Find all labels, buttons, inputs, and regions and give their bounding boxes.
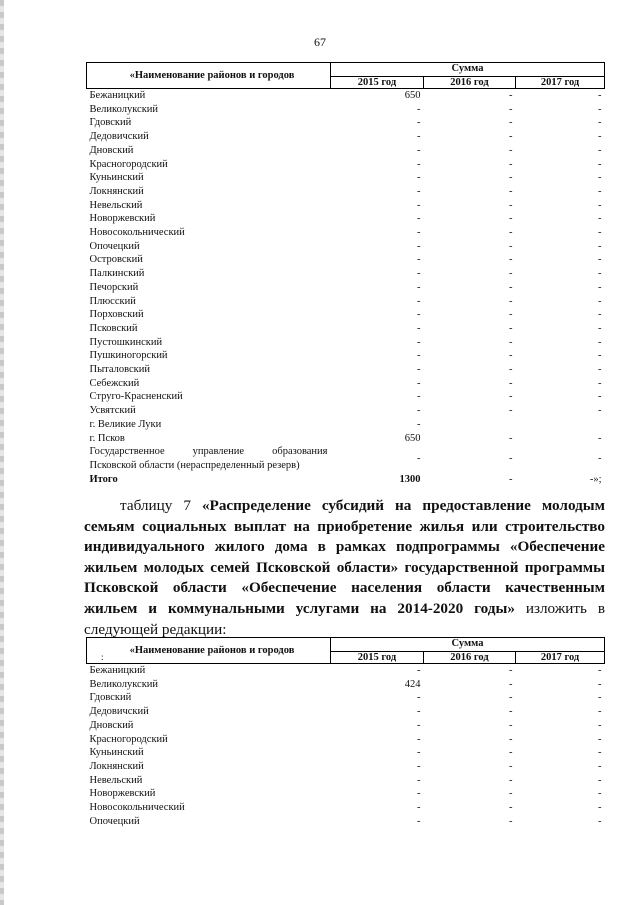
value-2016: - <box>509 815 513 827</box>
value-2016: - <box>509 802 513 814</box>
page-number: 67 <box>314 35 326 49</box>
value-2017: - <box>598 802 602 814</box>
table-row <box>87 253 605 267</box>
table-row <box>87 678 605 692</box>
district-name: Новосокольнический <box>89 802 185 814</box>
district-name: г. Великие Луки <box>89 418 162 430</box>
value-2017: - <box>598 760 602 772</box>
total-label: Итого <box>89 473 118 485</box>
value-2016: - <box>509 158 513 170</box>
value-2016: - <box>509 281 513 293</box>
table-row <box>87 746 605 760</box>
district-name: Порховский <box>89 309 144 321</box>
district-name: Новоржевский <box>89 213 156 225</box>
subsidy-table-1 <box>86 62 605 486</box>
column-header-name: «Наименование районов и городов <box>87 638 331 664</box>
value-2015: - <box>417 706 421 718</box>
table-row <box>87 212 605 226</box>
value-2016: - <box>509 364 513 376</box>
value-2015: - <box>417 692 421 704</box>
district-name: Невельский <box>89 774 143 786</box>
value-2016: - <box>509 103 513 115</box>
table-row <box>87 664 605 678</box>
table-row <box>87 760 605 774</box>
district-name: Дедовичский <box>89 706 149 718</box>
district-name: Плюсский <box>89 295 136 307</box>
value-2015: - <box>417 268 421 280</box>
value-2015: - <box>417 240 421 252</box>
table-row <box>87 130 605 144</box>
value-2017: - <box>598 103 602 115</box>
table-row <box>87 281 605 295</box>
value-2017 <box>516 418 605 432</box>
table-row <box>87 719 605 733</box>
value-2015: 424 <box>404 678 421 690</box>
district-name: Опочецкий <box>89 240 140 252</box>
column-header-sum: Сумма <box>331 638 605 652</box>
district-name: Великолукский <box>89 678 159 690</box>
value-2017: - <box>598 678 602 690</box>
reserve-name-line2: Псковской области (нераспределенный резерв) <box>89 459 300 471</box>
value-2015: 650 <box>404 432 421 444</box>
table-row <box>87 185 605 199</box>
scan-tick-mark: : <box>101 652 104 662</box>
value-2015: - <box>417 350 421 362</box>
table-row <box>87 733 605 747</box>
value-2017: - <box>598 788 602 800</box>
paragraph-tail: изложить в следующей редакции: <box>84 599 605 638</box>
district-name: Себежский <box>89 377 140 389</box>
district-name: Бежаницкий <box>89 665 146 676</box>
value-2016: - <box>509 432 513 444</box>
column-header-2015: 2015 год <box>331 76 424 88</box>
table-row <box>87 349 605 363</box>
value-2017: - <box>598 815 602 827</box>
subsidy-table-2 <box>86 637 605 828</box>
value-2016: - <box>509 131 513 143</box>
table-row <box>87 705 605 719</box>
value-2015: - <box>417 213 421 225</box>
value-2017: - <box>598 172 602 184</box>
column-header-sum: Сумма <box>331 63 605 77</box>
value-2016: - <box>509 706 513 718</box>
value-2016: - <box>509 254 513 266</box>
table-row <box>87 377 605 391</box>
column-header-2017: 2017 год <box>516 651 605 663</box>
value-2015: - <box>417 117 421 129</box>
value-2016: - <box>509 405 513 417</box>
value-2015: - <box>417 377 421 389</box>
value-2017: - <box>598 405 602 417</box>
table-row <box>87 240 605 254</box>
value-2015: - <box>417 295 421 307</box>
reserve-value-2015: - <box>417 453 421 465</box>
value-2016: - <box>509 172 513 184</box>
value-2017: - <box>598 747 602 759</box>
district-name: Красногородский <box>89 733 168 745</box>
reserve-name-cell <box>87 445 331 472</box>
value-2017: - <box>598 281 602 293</box>
value-2017: - <box>598 377 602 389</box>
value-2015: - <box>417 199 421 211</box>
value-2015: - <box>417 733 421 745</box>
district-name: Новосокольнический <box>89 227 185 239</box>
table-row <box>87 103 605 117</box>
table-header-row <box>87 63 605 77</box>
table-row <box>87 116 605 130</box>
table-row-reserve <box>87 445 605 472</box>
value-2016: - <box>509 117 513 129</box>
value-2015: - <box>417 158 421 170</box>
district-name: Бежаницкий <box>89 90 146 101</box>
district-name: Струго-Красненский <box>89 391 183 403</box>
column-header-2017: 2017 год <box>516 76 605 88</box>
value-2015: - <box>417 788 421 800</box>
table-row <box>87 322 605 336</box>
value-2016: - <box>509 377 513 389</box>
value-2017: - <box>598 692 602 704</box>
value-2016: - <box>509 144 513 156</box>
district-name: Печорский <box>89 281 139 293</box>
value-2016: - <box>509 747 513 759</box>
value-2017: - <box>598 719 602 731</box>
table-row <box>87 801 605 815</box>
value-2016: - <box>509 760 513 772</box>
total-value-2015: 1300 <box>399 473 421 485</box>
value-2017: - <box>598 432 602 444</box>
value-2017: - <box>598 158 602 170</box>
value-2015: - <box>417 747 421 759</box>
value-2015: - <box>417 405 421 417</box>
paragraph-table-title: «Распределение субсидий на предоставление молодым семьям социальных выплат на приобретение жилья или строительство индивидуального жилого дома в рамках подпрограммы «Обеспечение жильем молодых семей Псковской области» государственной программы Псковской области «Обеспечение населения области качественным жильем и коммунальными услугами на 2014-2020 годы» <box>84 497 605 617</box>
table-row <box>87 226 605 240</box>
value-2016: - <box>509 788 513 800</box>
table-row-total <box>87 473 605 487</box>
value-2016: - <box>509 665 513 676</box>
table-row <box>87 89 605 103</box>
value-2016 <box>424 418 516 432</box>
district-name: Островский <box>89 254 143 266</box>
column-header-name: «Наименование районов и городов <box>87 63 331 89</box>
district-name: Псковский <box>89 322 138 334</box>
district-name: Пыталовский <box>89 364 150 376</box>
district-name: Пушкиногорский <box>89 350 168 362</box>
table-row <box>87 158 605 172</box>
value-2017: - <box>598 309 602 321</box>
value-2017: - <box>598 350 602 362</box>
value-2016: - <box>509 733 513 745</box>
table-row <box>87 390 605 404</box>
district-name: Дедовичский <box>89 131 149 143</box>
table-row <box>87 787 605 801</box>
value-2015: - <box>417 665 421 676</box>
table-row <box>87 171 605 185</box>
value-2017: - <box>598 268 602 280</box>
value-2015: - <box>417 103 421 115</box>
district-name: Невельский <box>89 199 143 211</box>
value-2017: - <box>598 240 602 252</box>
value-2016: - <box>509 199 513 211</box>
table-row <box>87 144 605 158</box>
value-2017: - <box>598 322 602 334</box>
value-2016: - <box>509 90 513 101</box>
value-2015: - <box>417 281 421 293</box>
table-row <box>87 267 605 281</box>
value-2016: - <box>509 240 513 252</box>
district-name: Пустошкинский <box>89 336 163 348</box>
value-2015: - <box>417 185 421 197</box>
reserve-value-2016: - <box>509 453 513 465</box>
value-2015: - <box>417 144 421 156</box>
value-2015: - <box>417 364 421 376</box>
value-2016: - <box>509 336 513 348</box>
value-2015: - <box>417 336 421 348</box>
table-row <box>87 363 605 377</box>
district-name: Дновский <box>89 144 134 156</box>
value-2016: - <box>509 309 513 321</box>
value-2017: - <box>598 391 602 403</box>
value-2017: - <box>598 665 602 676</box>
district-name: Опочецкий <box>89 815 140 827</box>
amendment-paragraph <box>84 496 605 640</box>
value-2016: - <box>509 692 513 704</box>
table-row <box>87 404 605 418</box>
table-row <box>87 295 605 309</box>
value-2017: - <box>598 144 602 156</box>
value-2015: - <box>417 802 421 814</box>
district-name: Палкинский <box>89 268 145 280</box>
column-header-2015: 2015 год <box>331 651 424 663</box>
value-2015: - <box>417 309 421 321</box>
district-name: Дновский <box>89 719 134 731</box>
value-2015: - <box>417 774 421 786</box>
value-2015: - <box>417 227 421 239</box>
value-2016: - <box>509 295 513 307</box>
reserve-value-2017: - <box>598 453 602 465</box>
value-2016: - <box>509 213 513 225</box>
value-2015: - <box>417 131 421 143</box>
value-2017: - <box>598 227 602 239</box>
value-2015: - <box>417 172 421 184</box>
value-2016: - <box>509 774 513 786</box>
value-2017: - <box>598 90 602 101</box>
value-2016: - <box>509 227 513 239</box>
district-name: Красногородский <box>89 158 168 170</box>
paragraph-lead: таблицу 7 <box>120 497 202 514</box>
value-2017: - <box>598 131 602 143</box>
district-name: Локнянский <box>89 760 144 772</box>
value-2017: - <box>598 117 602 129</box>
scan-left-edge <box>0 0 4 905</box>
value-2016: - <box>509 268 513 280</box>
value-2017: - <box>598 706 602 718</box>
district-name: Куньинский <box>89 747 144 759</box>
total-value-2016: - <box>509 473 513 485</box>
value-2016: - <box>509 185 513 197</box>
total-value-2017: -»; <box>589 473 602 485</box>
table-row <box>87 336 605 350</box>
district-name: Гдовский <box>89 117 132 129</box>
value-2017: - <box>598 185 602 197</box>
value-2017: - <box>598 213 602 225</box>
value-2016: - <box>509 719 513 731</box>
table-row <box>87 308 605 322</box>
table-row <box>87 418 605 432</box>
district-name: Куньинский <box>89 172 144 184</box>
value-2015: - <box>417 418 421 430</box>
table-header-row <box>87 638 605 652</box>
value-2017: - <box>598 774 602 786</box>
district-name: г. Псков <box>89 432 125 444</box>
district-name: Усвятский <box>89 405 136 417</box>
district-name: Великолукский <box>89 103 159 115</box>
value-2015: 650 <box>404 90 421 101</box>
value-2015: - <box>417 322 421 334</box>
value-2016: - <box>509 350 513 362</box>
value-2017: - <box>598 364 602 376</box>
value-2015: - <box>417 815 421 827</box>
value-2015: - <box>417 760 421 772</box>
value-2015: - <box>417 391 421 403</box>
value-2015: - <box>417 254 421 266</box>
value-2016: - <box>509 678 513 690</box>
reserve-name-line1: Государственное управление образования <box>89 446 328 458</box>
column-header-2016: 2016 год <box>424 76 516 88</box>
value-2017: - <box>598 254 602 266</box>
value-2017: - <box>598 733 602 745</box>
column-header-2016: 2016 год <box>424 651 516 663</box>
value-2017: - <box>598 295 602 307</box>
table-row <box>87 774 605 788</box>
table-row <box>87 199 605 213</box>
value-2017: - <box>598 336 602 348</box>
table-row <box>87 815 605 829</box>
table-row <box>87 432 605 446</box>
table-row <box>87 691 605 705</box>
district-name: Гдовский <box>89 692 132 704</box>
district-name: Локнянский <box>89 185 144 197</box>
district-name: Новоржевский <box>89 788 156 800</box>
value-2016: - <box>509 322 513 334</box>
value-2015: - <box>417 719 421 731</box>
value-2017: - <box>598 199 602 211</box>
value-2016: - <box>509 391 513 403</box>
